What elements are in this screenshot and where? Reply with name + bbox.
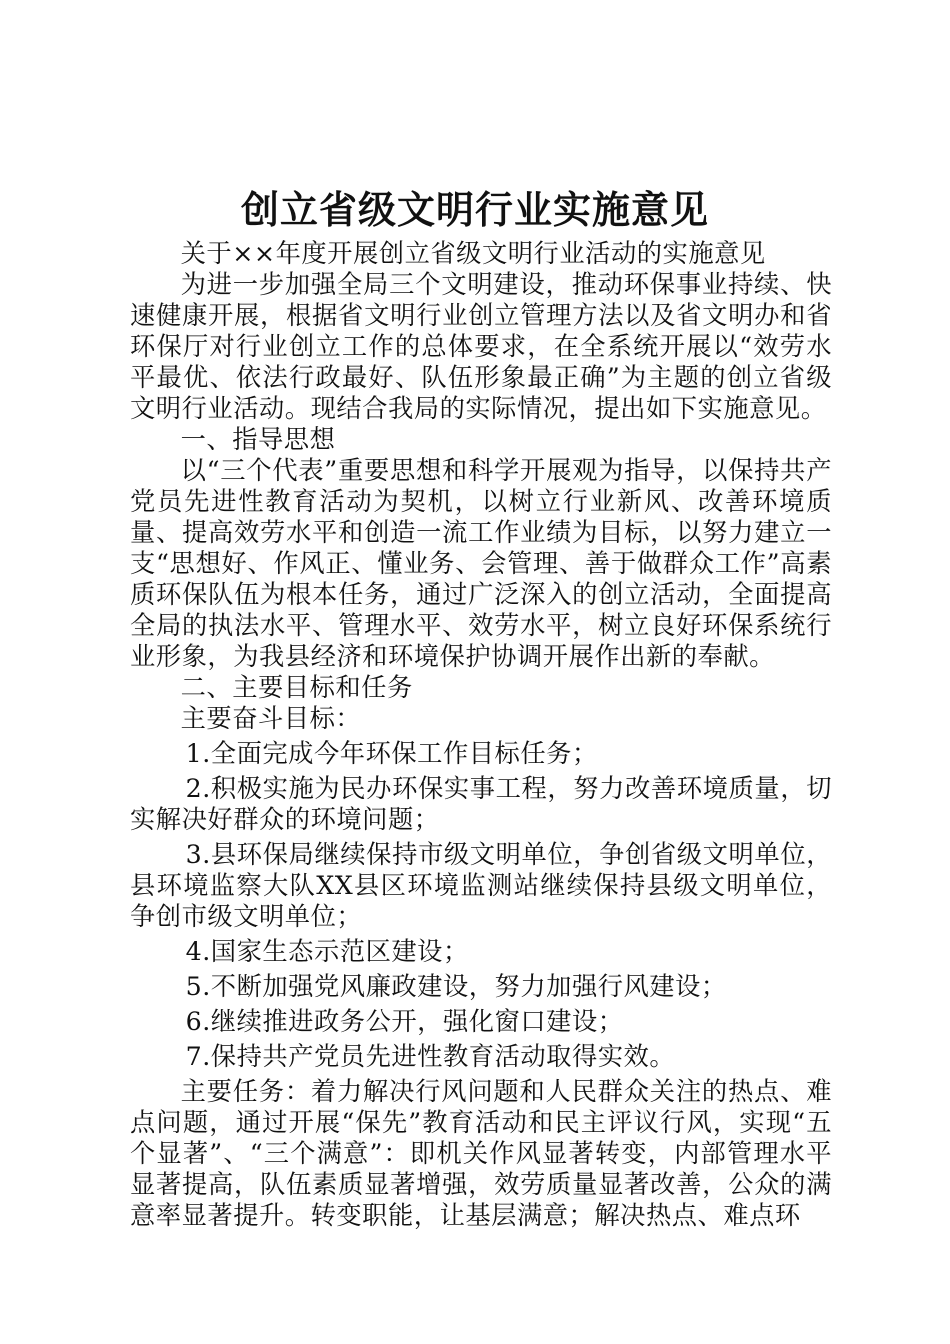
section-heading-guiding-thought: 一、指导思想 [180, 425, 336, 454]
list-item-goal-5: 5.不断加强党风廉政建设，努力加强行风建设； [185, 972, 727, 1001]
document-title: 创立省级文明行业实施意见 [240, 187, 709, 232]
section-heading-goals-tasks: 二、主要目标和任务 [180, 673, 413, 702]
paragraph-main-tasks: 主要任务：着力解决行风问题和人民群众关注的热点、难点问题，通过开展“保先”教育活动和民主评议行风，实现“五个显著”、“三个满意”：即机关作风显著转变，内部管理水平显著提高，队伍素质显著增强，效劳质量显著改善，公众的满意率显著提升。转变职能，让基层满意；解决热点、难点环 [130, 1077, 832, 1230]
document-body [130, 238, 832, 1231]
paragraph-goals-label: 主要奋斗目标： [180, 704, 362, 733]
paragraph-intro-heading: 关于××年度开展创立省级文明行业活动的实施意见 [180, 239, 766, 268]
list-item-goal-4: 4.国家生态示范区建设； [185, 937, 469, 966]
paragraph-guiding-thought: 以“三个代表”重要思想和科学开展观为指导，以保持共产党员先进性教育活动为契机，以树立行业新风、改善环境质量、提高效劳水平和创造一流工作业绩为目标，以努力建立一支“思想好、作风正、懂业务、会管理、善于做群众工作”高素质环保队伍为根本任务，通过广泛深入的创立活动，全面提高全局的执法水平、管理水平、效劳水平，树立良好环保系统行业形象，为我县经济和环境保护协调开展作出新的奉献。 [130, 456, 832, 671]
list-item-goal-6: 6.继续推进政务公开，强化窗口建设； [185, 1007, 624, 1036]
list-item-goal-1: 1.全面完成今年环保工作目标任务； [185, 739, 598, 768]
list-item-goal-2: 2.积极实施为民办环保实事工程，努力改善环境质量，切实解决好群众的环境问题； [130, 774, 832, 834]
list-item-goal-7: 7.保持共产党员先进性教育活动取得实效。 [185, 1042, 676, 1071]
list-item-goal-3: 3.县环保局继续保持市级文明单位，争创省级文明单位，县环境监察大队XX县区环境监测站继续保持县级文明单位，争创市级文明单位； [130, 840, 832, 931]
paragraph-preamble: 为进一步加强全局三个文明建设，推动环保事业持续、快速健康开展，根据省文明行业创立管理方法以及省文明办和省环保厅对行业创立工作的总体要求，在全系统开展以“效劳水平最优、依法行政最好、队伍形象最正确”为主题的创立省级文明行业活动。现结合我局的实际情况，提出如下实施意见。 [130, 270, 832, 423]
